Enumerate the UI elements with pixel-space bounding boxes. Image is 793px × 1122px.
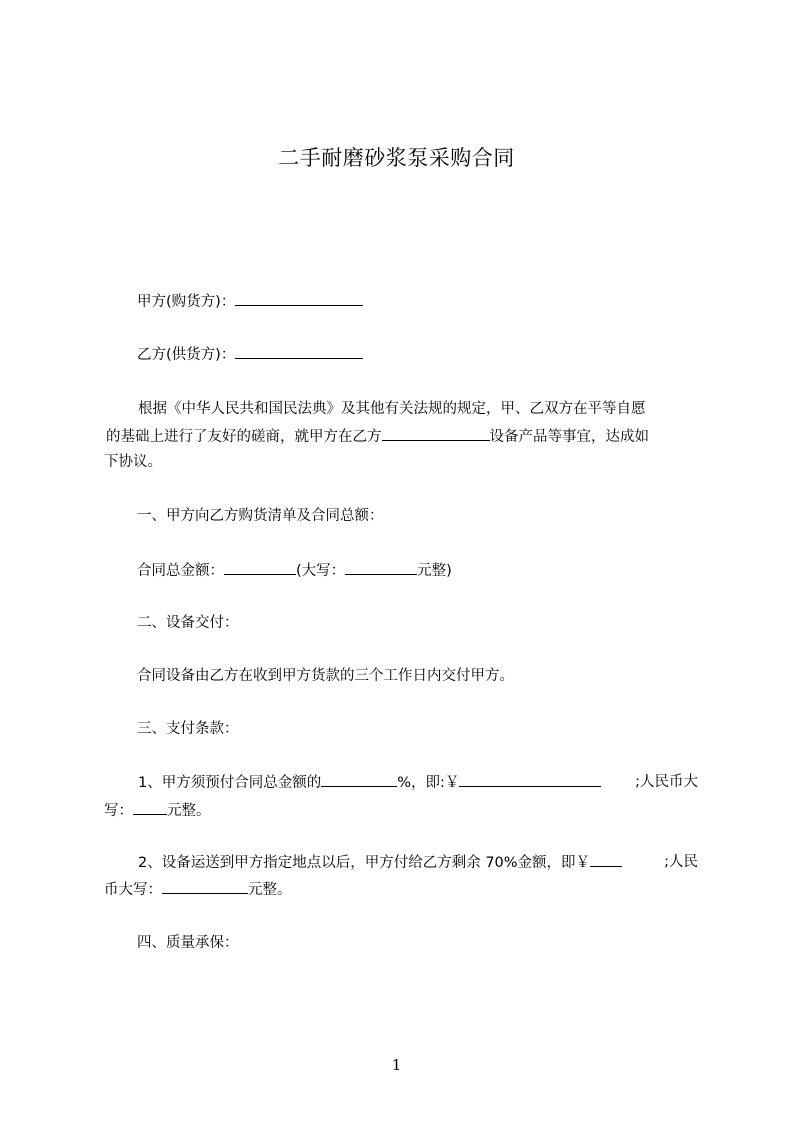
section-2-heading: 二、设备交付： (137, 615, 239, 631)
payment-1-text-c: ;人民币大 (635, 774, 698, 790)
total-amount-words-close: 元整) (417, 563, 452, 579)
total-amount-words-blank (345, 560, 417, 575)
payment-1-percent-blank (321, 772, 397, 787)
party-b-line (137, 344, 363, 365)
payment-2-line-2 (104, 879, 292, 900)
payment-1-line (104, 772, 698, 793)
intro-line-1: 根据《中华人民共和国民法典》及其他有关法规的规定，甲、乙双方在平等自愿 (138, 401, 646, 417)
total-amount-line (137, 560, 452, 581)
payment-1-segment (138, 772, 601, 793)
total-amount-label: 合同总金额： (137, 563, 224, 579)
party-a-blank (235, 291, 363, 306)
payment-2-line-2-text-b: 元整。 (248, 882, 292, 898)
product-blank (382, 426, 490, 441)
intro-line-2-text-a: 的基础上进行了友好的磋商，就甲方在乙方 (106, 429, 382, 445)
party-a-label: 甲方(购货方)： (137, 294, 236, 310)
page-number: 1 (391, 1056, 402, 1074)
party-a-line (137, 291, 363, 312)
section-3-heading: 三、支付条款： (137, 721, 239, 737)
payment-1-amount-blank (459, 772, 601, 787)
payment-1-text-a: 1、甲方须预付合同总金额的 (138, 775, 322, 791)
payment-1-text-b: %，即:￥ (397, 775, 460, 791)
section-4-heading: 四、质量承保： (137, 935, 239, 951)
payment-1-words-blank (133, 800, 167, 815)
payment-2-line (104, 852, 698, 873)
intro-line-3: 下协议。 (104, 454, 162, 470)
party-b-blank (235, 344, 363, 359)
section-1-heading: 一、甲方向乙方购货清单及合同总额： (137, 508, 384, 524)
payment-1-line-2-text-b: 元整。 (167, 803, 211, 819)
document-title: 二手耐磨砂浆泵采购合同 (278, 146, 515, 170)
payment-2-amount-blank (590, 852, 622, 867)
party-b-label: 乙方(供货方)： (137, 347, 236, 363)
payment-2-text-b: ;人民 (664, 854, 698, 870)
total-amount-words-open: (大写： (296, 563, 346, 579)
intro-line-2 (106, 426, 649, 447)
payment-2-segment (138, 852, 622, 873)
intro-line-2-text-b: 设备产品等事宜，达成如 (489, 429, 649, 445)
total-amount-blank (224, 560, 296, 575)
payment-2-words-blank (162, 879, 248, 894)
payment-1-line-2-text-a: 写： (104, 803, 133, 819)
delivery-text: 合同设备由乙方在收到甲方货款的三个工作日内交付甲方。 (137, 668, 514, 684)
payment-2-line-2-text-a: 币大写： (104, 882, 162, 898)
payment-1-line-2 (104, 800, 211, 821)
payment-2-text-a: 2、设备运送到甲方指定地点以后，甲方付给乙方剩余 70%金额，即￥ (138, 855, 591, 871)
